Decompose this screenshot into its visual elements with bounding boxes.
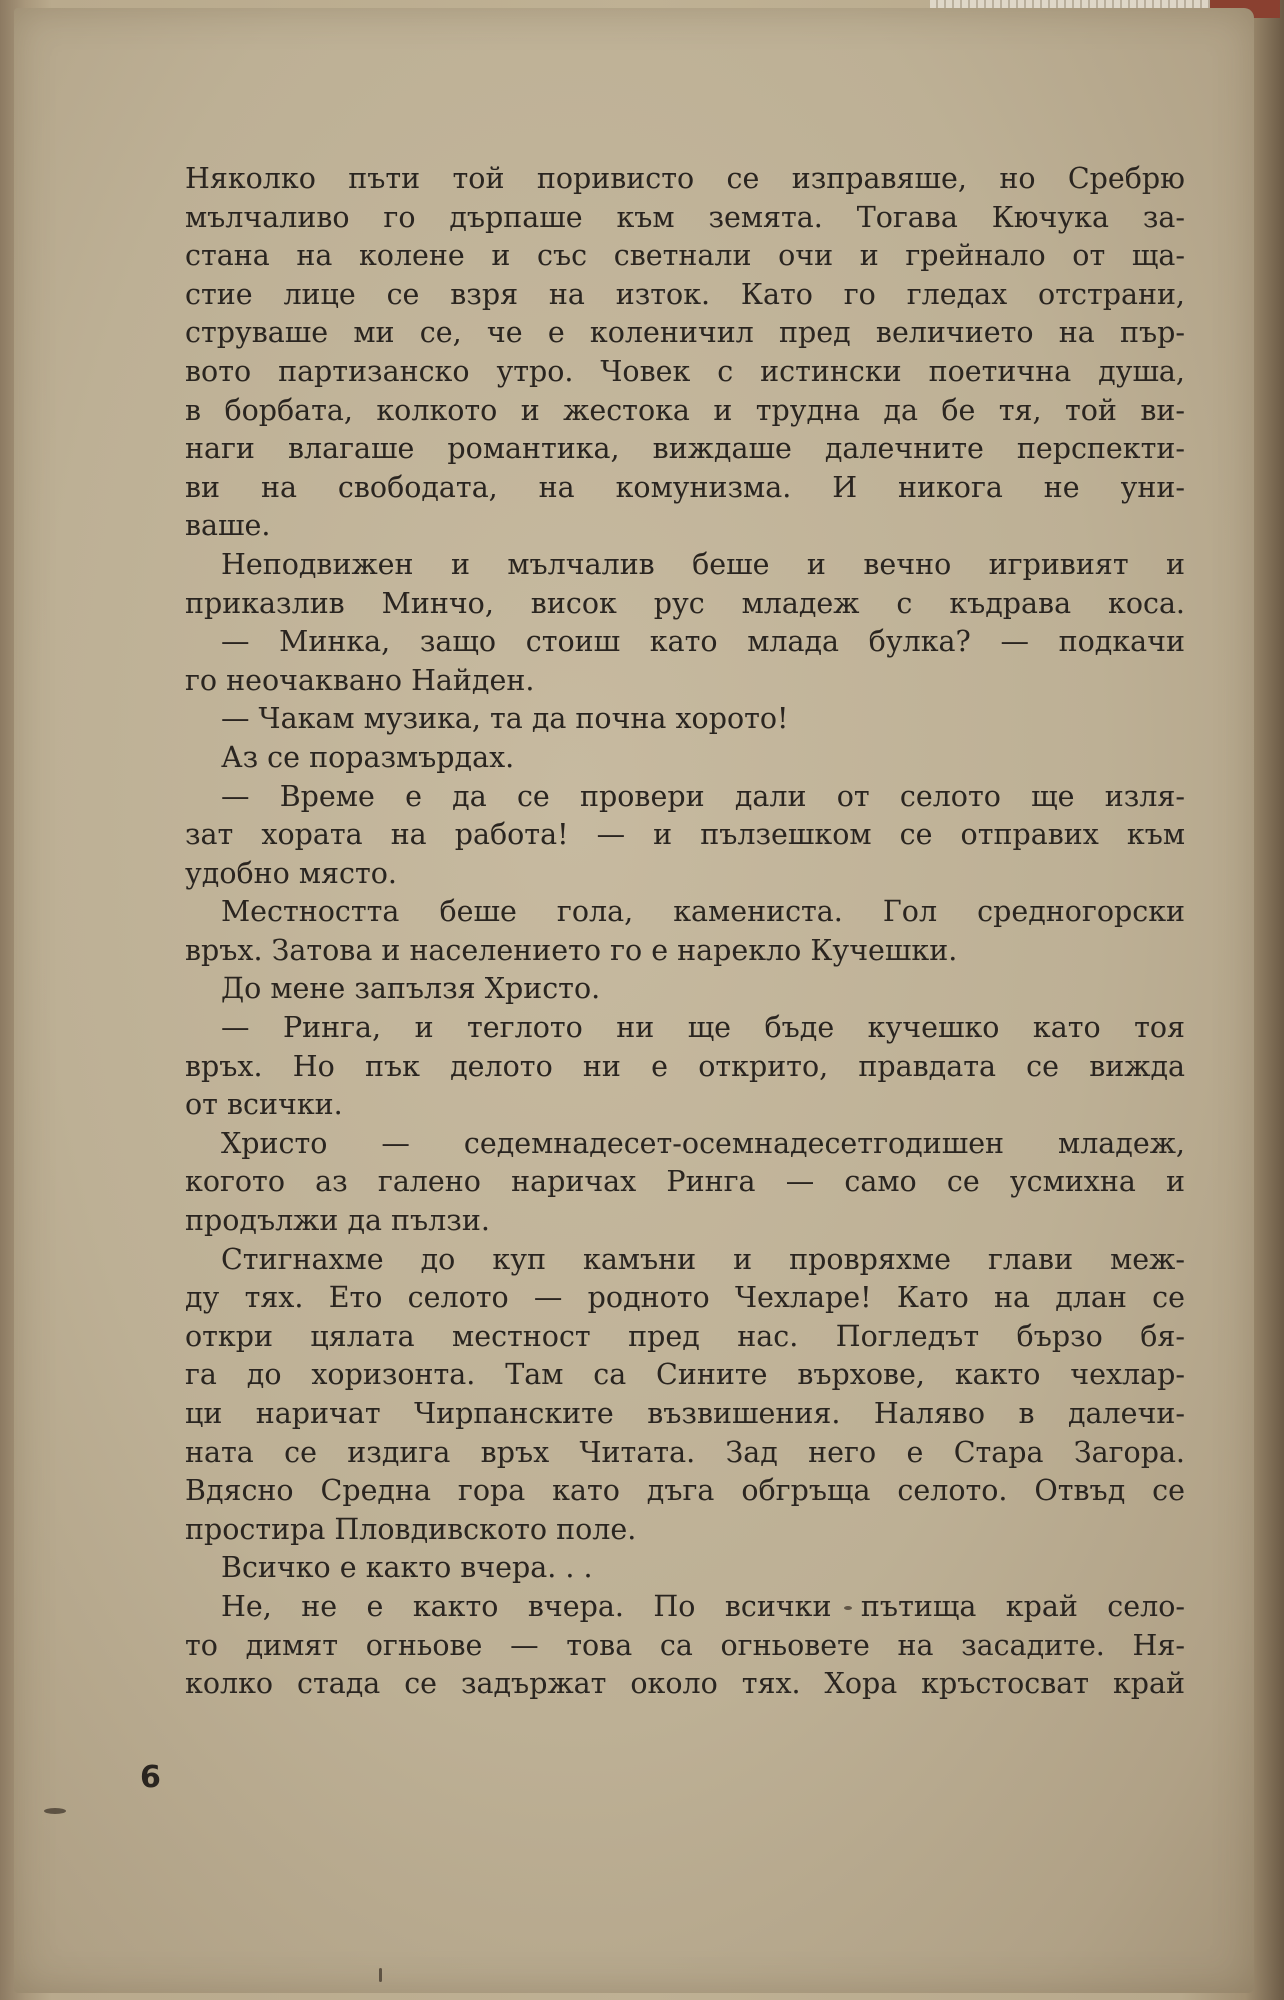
text-line: ду тях. Ето селото — родното Чехларе! Като на длан се bbox=[185, 1281, 1185, 1315]
text-line: — Минка, защо стоиш като млада булка? — подкачи bbox=[221, 625, 1185, 659]
page-number: 6 bbox=[140, 1760, 161, 1795]
text-line: наги влагаше романтика, виждаше далечните перспекти- bbox=[185, 432, 1185, 466]
text-line: Всичко е както вчера. . . bbox=[221, 1551, 593, 1585]
text-line: Христо — седемнадесет-осемнадесетгодишен младеж, bbox=[221, 1126, 1185, 1160]
text-line: га до хоризонта. Там са Сините върхове, както чехлар- bbox=[185, 1358, 1185, 1392]
text-line: Не, не е както вчера. По всички пътища край село- bbox=[221, 1589, 1185, 1623]
text-line: ваше. bbox=[185, 509, 271, 543]
text-line: ци наричат Чирпанските възвишения. Наляво в далечи- bbox=[185, 1397, 1185, 1430]
text-line: зат хората на работа! — и пълзешком се отправих към bbox=[185, 818, 1185, 852]
text-line: връх. Но пък делото ни е открито, правдата се вижда bbox=[185, 1049, 1185, 1083]
text-line: — Ринга, и теглото ни ще бъде кучешко като тоя bbox=[221, 1011, 1185, 1045]
text-line: в борбата, колкото и жестока и трудна да бе тя, той ви- bbox=[185, 393, 1185, 427]
text-line: мълчаливо го дърпаше към земята. Тогава Кючука за- bbox=[185, 200, 1185, 234]
text-line: Аз се поразмърдах. bbox=[221, 740, 515, 774]
text-line: приказлив Минчо, висок рус младеж с къдрава коса. bbox=[185, 586, 1185, 620]
text-line: го неочаквано Найден. bbox=[185, 663, 535, 697]
text-line: когото аз галено наричах Ринга — само се усмихна и bbox=[185, 1165, 1185, 1199]
body-text bbox=[185, 160, 1185, 1704]
text-line: връх. Затова и населението го е нарекло Кучешки. bbox=[185, 933, 958, 967]
text-line: Стигнахме до куп камъни и провряхме глави меж- bbox=[221, 1242, 1185, 1276]
text-line: продължи да пълзи. bbox=[185, 1204, 490, 1238]
text-line: Местността беше гола, камениста. Гол средногорски bbox=[221, 895, 1185, 929]
paper-stain bbox=[44, 1808, 66, 1814]
text-line: струваше ми се, че е коленичил пред величието на пър- bbox=[185, 316, 1185, 350]
text-line: простира Пловдивското поле. bbox=[185, 1512, 637, 1546]
text-line: Няколко пъти той поривисто се изправяше, но Сребрю bbox=[185, 162, 1185, 195]
text-line: ната се издига връх Читата. Зад него е Стара Загора. bbox=[185, 1435, 1185, 1469]
text-line: стана на колене и със светнали очи и грейнало от ща- bbox=[185, 239, 1185, 273]
text-line: Вдясно Средна гора като дъга обгръща селото. Отвъд се bbox=[185, 1474, 1185, 1508]
text-line: — Чакам музика, та да почна хорото! bbox=[221, 702, 789, 736]
text-line: — Време е да се провери дали от селото ще изля- bbox=[221, 779, 1185, 813]
text-line: удобно място. bbox=[185, 856, 397, 890]
text-line: от всички. bbox=[185, 1088, 343, 1122]
paper-mark bbox=[379, 1968, 382, 1982]
text-line: стие лице се взря на изток. Като го гледах отстрани, bbox=[185, 277, 1185, 311]
text-line: ви на свободата, на комунизма. И никога не уни- bbox=[185, 470, 1185, 504]
text-line: вото партизанско утро. Човек с истински поетична душа, bbox=[185, 354, 1185, 388]
text-line: откри цялата местност пред нас. Погледът бързо бя- bbox=[185, 1319, 1185, 1353]
text-line: Неподвижен и мълчалив беше и вечно игривият и bbox=[221, 547, 1185, 581]
text-line: До мене запълзя Христо. bbox=[221, 972, 601, 1006]
text-line: то димят огньове — това са огньовете на засадите. Ня- bbox=[185, 1628, 1185, 1662]
text-line: колко стада се задържат около тях. Хора кръстосват край bbox=[185, 1667, 1185, 1701]
